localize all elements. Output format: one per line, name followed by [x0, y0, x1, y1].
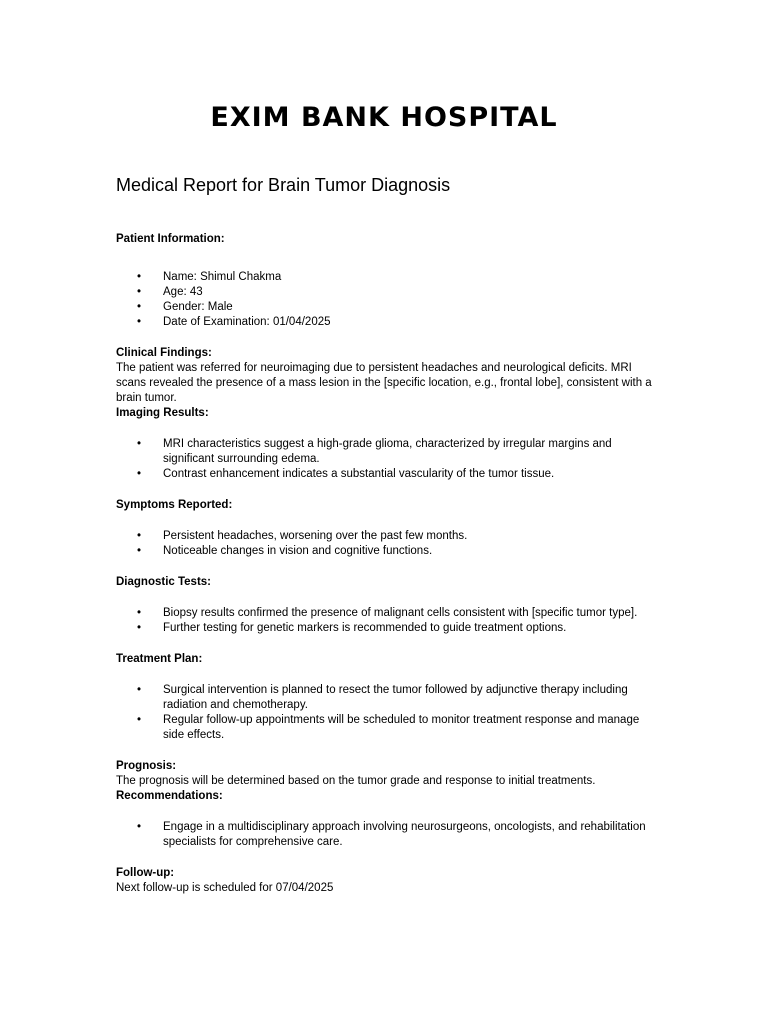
list-item: • Regular follow-up appointments will be scheduled to monitor treatment response and manage side effects.: [163, 713, 656, 743]
hospital-name: EXIM BANK HOSPITAL: [210, 102, 558, 133]
list-item: • Persistent headaches, worsening over the past few months.: [163, 529, 656, 544]
list-item: • Age: 43: [163, 285, 656, 300]
list-item: • Engage in a multidisciplinary approach involving neurosurgeons, oncologists, and rehabilitation specialists for comprehensive care.: [163, 820, 656, 850]
treatment-plan-list: [116, 683, 656, 743]
list-item: • Name: Shimul Chakma: [163, 270, 656, 285]
follow-up-heading: Follow-up:: [116, 867, 175, 879]
report-body: [116, 172, 656, 896]
follow-up-text: Next follow-up is scheduled for 07/04/2025: [116, 882, 334, 894]
list-item: • Date of Examination: 01/04/2025: [163, 315, 656, 330]
symptoms-reported-heading: Symptoms Reported:: [116, 499, 233, 511]
diagnostic-tests-list: [116, 606, 656, 636]
diagnostic-tests-heading: Diagnostic Tests:: [116, 576, 211, 588]
prognosis-text: The prognosis will be determined based on the tumor grade and response to initial treatments.: [116, 775, 596, 787]
list-item: • Surgical intervention is planned to resect the tumor followed by adjunctive therapy including radiation and chemotherapy.: [163, 683, 656, 713]
list-item: • MRI characteristics suggest a high-grade glioma, characterized by irregular margins and significant surrounding edema.: [163, 437, 656, 467]
patient-information-list: [116, 270, 656, 330]
prognosis-heading: Prognosis:: [116, 760, 177, 772]
treatment-plan-heading: Treatment Plan:: [116, 653, 203, 665]
clinical-findings-heading: Clinical Findings:: [116, 347, 212, 359]
symptoms-reported-list: [116, 529, 656, 559]
recommendations-list: [116, 820, 656, 850]
list-item: • Noticeable changes in vision and cognitive functions.: [163, 544, 656, 559]
list-item: • Gender: Male: [163, 300, 656, 315]
imaging-results-heading: Imaging Results:: [116, 407, 209, 419]
imaging-results-list: [116, 437, 656, 482]
clinical-findings-text: The patient was referred for neuroimaging due to persistent headaches and neurological deficits. MRI scans revealed the presence of a mass lesion in the [specific location, e.g., frontal lobe], consistent with a brain tumor.: [116, 362, 652, 404]
recommendations-heading: Recommendations:: [116, 790, 223, 802]
list-item: • Contrast enhancement indicates a substantial vascularity of the tumor tissue.: [163, 467, 656, 482]
report-title: Medical Report for Brain Tumor Diagnosis: [116, 175, 451, 195]
list-item: • Biopsy results confirmed the presence of malignant cells consistent with [specific tumor type].: [163, 606, 656, 621]
list-item: • Further testing for genetic markers is recommended to guide treatment options.: [163, 621, 656, 636]
patient-information-heading: Patient Information:: [116, 233, 225, 245]
